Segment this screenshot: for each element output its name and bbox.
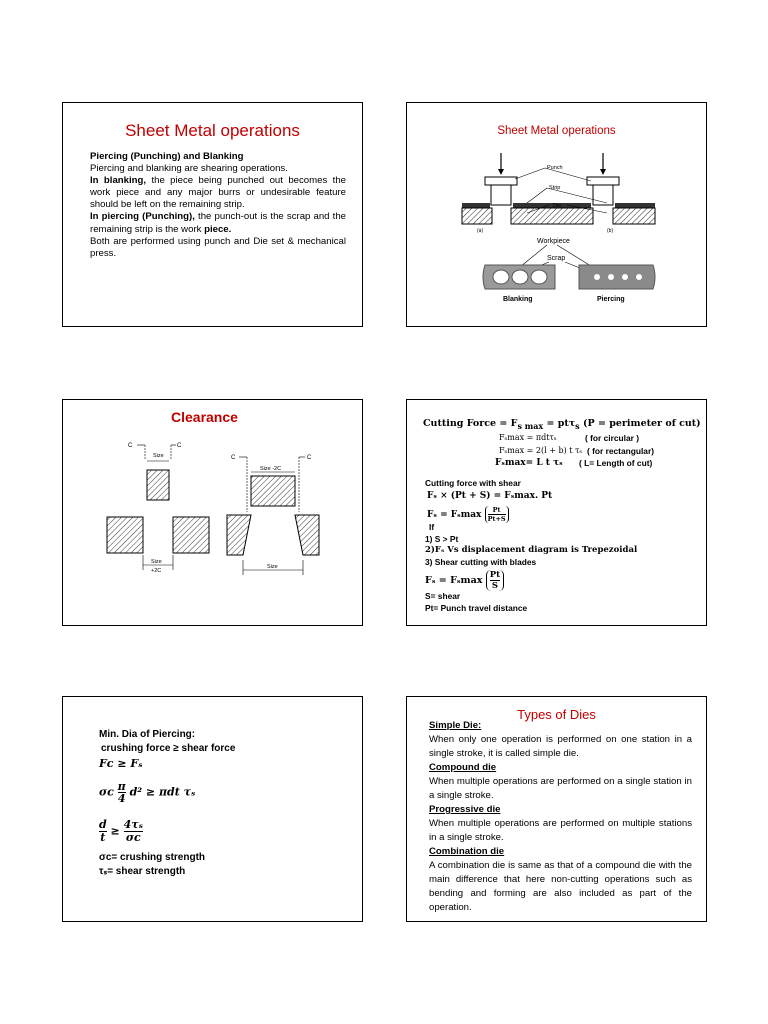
perimeter-def: (P = perimeter of cut) xyxy=(583,418,701,429)
text: σᴄ xyxy=(125,831,141,844)
text: Fₛ = Fₛmax xyxy=(425,575,483,586)
text: t xyxy=(100,831,106,844)
slide-sheet-metal-text xyxy=(62,102,363,327)
term: In blanking, xyxy=(90,175,147,187)
slide-title: Sheet Metal operations xyxy=(125,121,300,140)
condition-3: 3) Shear cutting with blades xyxy=(425,557,537,567)
text: the piece being punched out becomes the work piece and any major burrs or undesirable feature should be left on the remaining strip. xyxy=(90,175,346,211)
label-size: Size xyxy=(151,559,162,565)
label-c: C xyxy=(177,443,182,449)
label-scrap: Scrap xyxy=(547,255,566,262)
text: = ptτ xyxy=(543,418,576,429)
label-c: C xyxy=(128,443,133,449)
crushing-def: σᴄ= crushing strength xyxy=(99,852,206,863)
clearance-diagram xyxy=(63,400,363,626)
paragraph: Piercing and blanking are shearing operations. xyxy=(90,163,288,175)
heading: Min. Dia of Piercing: xyxy=(99,729,196,740)
heading: Piercing (Punching) and Blanking xyxy=(90,151,244,162)
slide-title: Clearance xyxy=(171,409,238,425)
label-c: C xyxy=(231,455,236,461)
fs-blade-eq xyxy=(425,570,504,591)
label-piercing: Piercing xyxy=(597,296,625,303)
label-blanking: Blanking xyxy=(503,296,533,303)
die-description: A combination die is same as that of a compound die with the main difference that here non-cutting operations such as bending and forming are also included as part of the operation. xyxy=(429,860,692,913)
text: the punch-out is the scrap and the remaining strip is the work xyxy=(90,211,347,235)
term: In piercing (Punching), xyxy=(90,211,195,223)
if-label: If xyxy=(429,522,435,532)
die-heading: Simple Die: xyxy=(429,720,482,731)
slide-sheet-metal-diagram xyxy=(406,102,707,327)
slide-title: Sheet Metal operations xyxy=(497,125,616,137)
die-description: When multiple operations are performed on a single station in a single stroke. xyxy=(429,776,692,801)
die-description: When only one operation is performed on one station in a single stroke, it is called simple die. xyxy=(429,734,692,759)
text: d xyxy=(99,818,107,831)
blade-eq: Fₛmax= L t τₛ xyxy=(495,458,563,468)
rect-eq: Fₛmax = 2(l + b) t τₛ xyxy=(499,446,583,455)
circular-note: ( for circular ) xyxy=(585,433,639,443)
paragraph: Both are performed using punch and Die set & mechanical press. xyxy=(90,235,346,259)
label-b: (b) xyxy=(607,228,614,234)
cutting-force-eq xyxy=(423,418,580,431)
condition-2: 2)Fₛ Vs displacement diagram is Trepezoidal xyxy=(425,545,638,555)
label-size-minus: Size -2C xyxy=(260,466,282,472)
slide-clearance xyxy=(62,399,363,626)
paragraph xyxy=(90,175,346,211)
shear-def: S= shear xyxy=(425,591,461,601)
text: Fₛ = Fₛmax xyxy=(427,510,482,520)
text: π xyxy=(117,780,126,793)
text: S xyxy=(491,581,498,591)
ratio-inequality xyxy=(99,819,143,844)
text: Pt+S xyxy=(487,515,506,523)
slide-cutting-force xyxy=(406,399,707,626)
die-description: When multiple operations are performed on multiple stations in a single stroke. xyxy=(429,818,692,843)
text: s xyxy=(575,420,580,431)
slide-body xyxy=(90,151,346,260)
text: s max xyxy=(517,420,544,431)
text: 4τₛ xyxy=(123,818,144,831)
subheading: crushing force ≥ shear force xyxy=(101,743,236,754)
slide-min-dia-piercing xyxy=(62,696,363,922)
circular-eq: Fₛmax = πdtτₛ xyxy=(499,433,557,442)
rect-note: ( for rectangular) xyxy=(587,446,655,456)
slide-title: Types of Dies xyxy=(517,707,596,722)
slide-types-of-dies xyxy=(406,696,707,922)
condition-1: 1) S > Pt xyxy=(425,534,459,544)
punch-travel-def: Pt= Punch travel distance xyxy=(425,603,528,613)
text: Cutting Force = F xyxy=(423,418,518,429)
text: Pt xyxy=(489,570,501,580)
die-heading: Compound die xyxy=(429,762,497,773)
area-inequality xyxy=(99,781,195,804)
label-workpiece: Workpiece xyxy=(537,238,570,245)
term: piece. xyxy=(204,223,232,235)
paragraph xyxy=(90,211,346,235)
label-size: Size xyxy=(153,453,164,459)
force-inequality: Fᴄ ≥ Fₛ xyxy=(99,757,143,770)
text: 4 xyxy=(117,792,126,805)
blade-note: ( L= Length of cut) xyxy=(579,458,653,468)
label-size: Size xyxy=(267,564,278,570)
text: ≥ xyxy=(110,824,120,838)
label-a: (a) xyxy=(477,228,484,234)
text: σᴄ xyxy=(99,785,114,799)
punch-die-diagram xyxy=(407,103,707,327)
label-c: C xyxy=(307,455,312,461)
shear-eq: Fₛ × (Pt + S) = Fₛmax. Pt xyxy=(427,491,553,501)
die-heading: Combination die xyxy=(429,846,505,857)
label-die: Die xyxy=(553,203,562,209)
text: Pt xyxy=(488,506,506,515)
shear-strength-def: τₛ= shear strength xyxy=(99,866,186,877)
die-heading: Progressive die xyxy=(429,804,501,815)
label-strip: Strip xyxy=(549,185,561,191)
label-punch: Punch xyxy=(547,165,563,171)
text: d² ≥ πdt τₛ xyxy=(129,785,196,799)
fs-eq xyxy=(427,506,509,523)
slide-body xyxy=(429,719,692,915)
with-shear-heading: Cutting force with shear xyxy=(425,478,521,488)
label-plus2c: +2C xyxy=(151,568,162,574)
